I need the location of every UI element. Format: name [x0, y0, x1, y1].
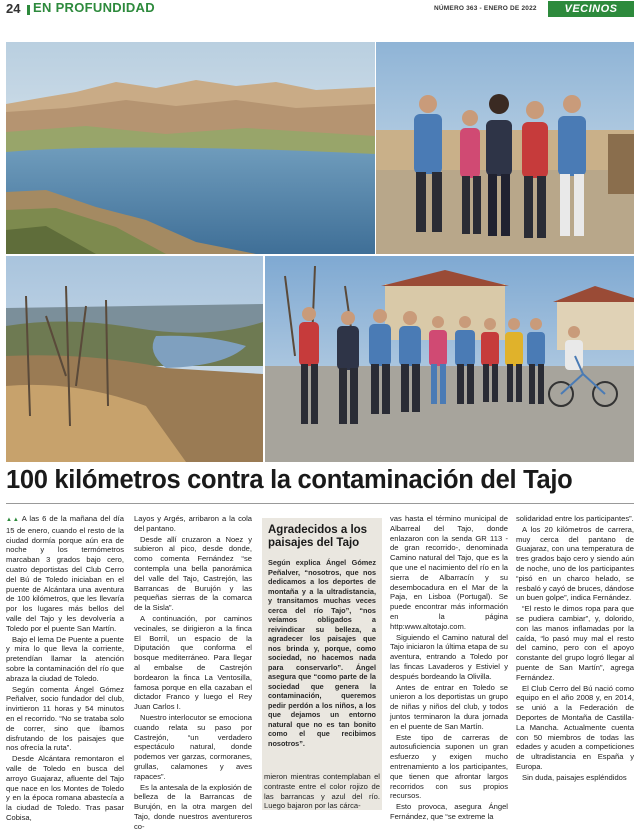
paragraph: Sin duda, paisajes espléndidos [522, 772, 627, 782]
photo-finish-group [265, 256, 634, 462]
article-column-1 [6, 514, 124, 822]
paragraph: Esto provoca, asegura Ángel Fernández, que “se extreme la [390, 802, 508, 821]
sidebar-body: Según explica Ángel Gómez Peñalver, “nosotros, que nos dedicamos a los deportes de montaña y a la ultradistancia, y transitamos muchas veces cerca del río Tajo”, “nos veíamos obligados a reivindicar su belleza, a agradecer los paisajes que nos brinda y, porque, como sociedad, no hacemos nada para conservarlo”. Ángel asegura que “como parte de la sociedad que genera la contaminación, queremos pedir perdón a los niños, a los que dejamos un entorno natural que no es tan bonito como el que recibimos nosotros”. [268, 558, 376, 748]
photo-reservoir-panorama [6, 42, 375, 254]
paragraph: Layos y Argés, arribaron a la cola del pantano. [134, 514, 252, 533]
paragraph: Bajo el lema De Puente a puente y mira lo que lleva la corriente, pretendían llamar la atención sobre la contaminación del río que abraza la ciudad de Toledo. [6, 634, 124, 683]
sidebar-title: Agradecidos a los paisajes del Tajo [268, 524, 368, 549]
paragraph: Según comenta Ángel Gómez Peñalver, socio fundador del club, invirtieron 11 horas y 54 minutos en el recorrido. “No se trataba solo de correr, sino que íbamos disfrutando de los paisajes que nos ofrecía la ruta”. [6, 684, 124, 753]
section-divider [27, 5, 30, 15]
sidebar-quote-box [262, 518, 382, 810]
paragraph: A continuación, por caminos vecinales, se dirigieron a la finca El Borril, un espacio de la Diputación que conforma el bosque mediterráneo. Para llegar al embalse de Castrejón bordearon la finca La Ventosilla, famosa porque en ella cazaban el dictador Franco y luego el Rey Juan Carlos I. [134, 613, 252, 712]
paragraph: El Club Cerro del Bú nació como equipo en el año 2008 y, en 2014, se unió a la Federación de Deportes de Montaña de Castilla-La Mancha. Actualmente cuenta con 50 miembros de todas las edades y acuden a competiciones de ultradistancia en España y Europa. [516, 683, 634, 771]
paragraph: Este tipo de carreras de autosuficiencia suponen un gran esfuerzo y exigen mucho entrenamiento a los participantes, que tienen que afrontar largos recorridos con sus propios recursos. [390, 732, 508, 801]
article-column-5 [516, 514, 634, 814]
paragraph: Nuestro interlocutor se emociona cuando relata su paso por Castrejón, “un verdadero espectáculo natural, donde podemos ver garzas, cormoranes, grullas, calamones y aves rapaces”. [134, 712, 252, 781]
article-column-4 [390, 514, 508, 821]
bullet-triangle-icon: ▲▲ [6, 517, 20, 523]
article-column-2 [134, 514, 252, 831]
brand-logo: VECINOS [548, 1, 634, 17]
paragraph: A los 20 kilómetros de carrera, muy cerca del pantano de Guajaraz, con una temperatura de tres grados bajo cero y siendo aún de noche, uno de los participantes “pisó en un charco helado, se resbaló y cayó de bruces, dándose un buen golpe”, indica Fernández. [516, 524, 634, 603]
photo-river-trees [6, 256, 263, 462]
section-title: EN PROFUNDIDAD [33, 0, 155, 15]
photo-runners-group [376, 42, 634, 254]
article-headline: 100 kilómetros contra la contaminación del Tajo [6, 466, 573, 494]
paragraph: Antes de entrar en Toledo se unieron a los deportistas un grupo de niñas y niños del club, y todos juntos terminaron la dura jornada en el puente de San Martín. [390, 682, 508, 731]
masthead [0, 0, 640, 20]
paragraph: Es la antesala de la explosión de belleza de la Barrancas de Burujón, en la otra margen del Tajo, donde nuestros aventureros co- [134, 782, 252, 831]
paragraph: Desde allí cruzaron a Noez y subieron al pico, desde donde, como comenta Fernández “se contempla una bella panorámica del valle del Tajo, Castrejón, las Barrancas de Burujón y las pequeñas sierras de la comarca de la Sisla”. [134, 534, 252, 613]
paragraph: vas hasta el término municipal de Albarreal del Tajo, donde enlazaron con la senda GR 113 -de gran recorrido-, denominada Camino natural del Tajo, que es la que une el nacimiento del río en la sierra de Albarracín y su desembocadura en el Mar de la Paja, en Lisboa (Portugal). Se puede encontrar más información en la página http:www.altotajo.com. [390, 514, 508, 631]
issue-info: NÚMERO 363 - ENERO DE 2022 [434, 5, 537, 12]
headline-rule [6, 503, 634, 504]
paragraph: “El resto le dimos ropa para que se pudiera cambiar”, y, dolorido, con las manos inflamadas por la caída, “lo pasó muy mal el resto del camino, pero con el apoyo constante del grupo logró llegar al puente de San Martín”, agrega Fernández. [516, 604, 634, 682]
column-3-continuation: mieron mientras contemplaban el contraste entre el color rojizo de las barrancas y azul del río. Luego bajaron por las cárca- [264, 772, 380, 811]
paragraph: Desde Alcántara remontaron el valle de Toledo en busca del arroyo Guajaraz, afluente del Tajo que nace en los Montes de Toledo y en la época romana abastecía a la ciudad de Toledo. Tras pasar Cobisa, [6, 754, 124, 822]
paragraph: solidaridad entre los participantes”. [516, 514, 634, 523]
page-number: 24 [6, 1, 21, 16]
paragraph: ▲▲ A las 6 de la mañana del día 15 de enero, cuando el resto de la ciudad dormía porque aún era de noche y los termómetros marcaban 3 grados bajo cero, cuatro deportistas del Club Cerro del Bú de Toledo iniciaban en el puente de Alcántara una aventura de 100 kilómetros, que les llevaría por los lugares más bellos del valle del Tajo y les devolvería a Toledo por el puente San Martín. [6, 514, 124, 633]
paragraph: Siguiendo el Camino natural del Tajo iniciaron la última etapa de su aventura, entrando a Toledo por las fincas Lavaderos y Estiviel y después bordeando la Olivilla. [390, 632, 508, 681]
